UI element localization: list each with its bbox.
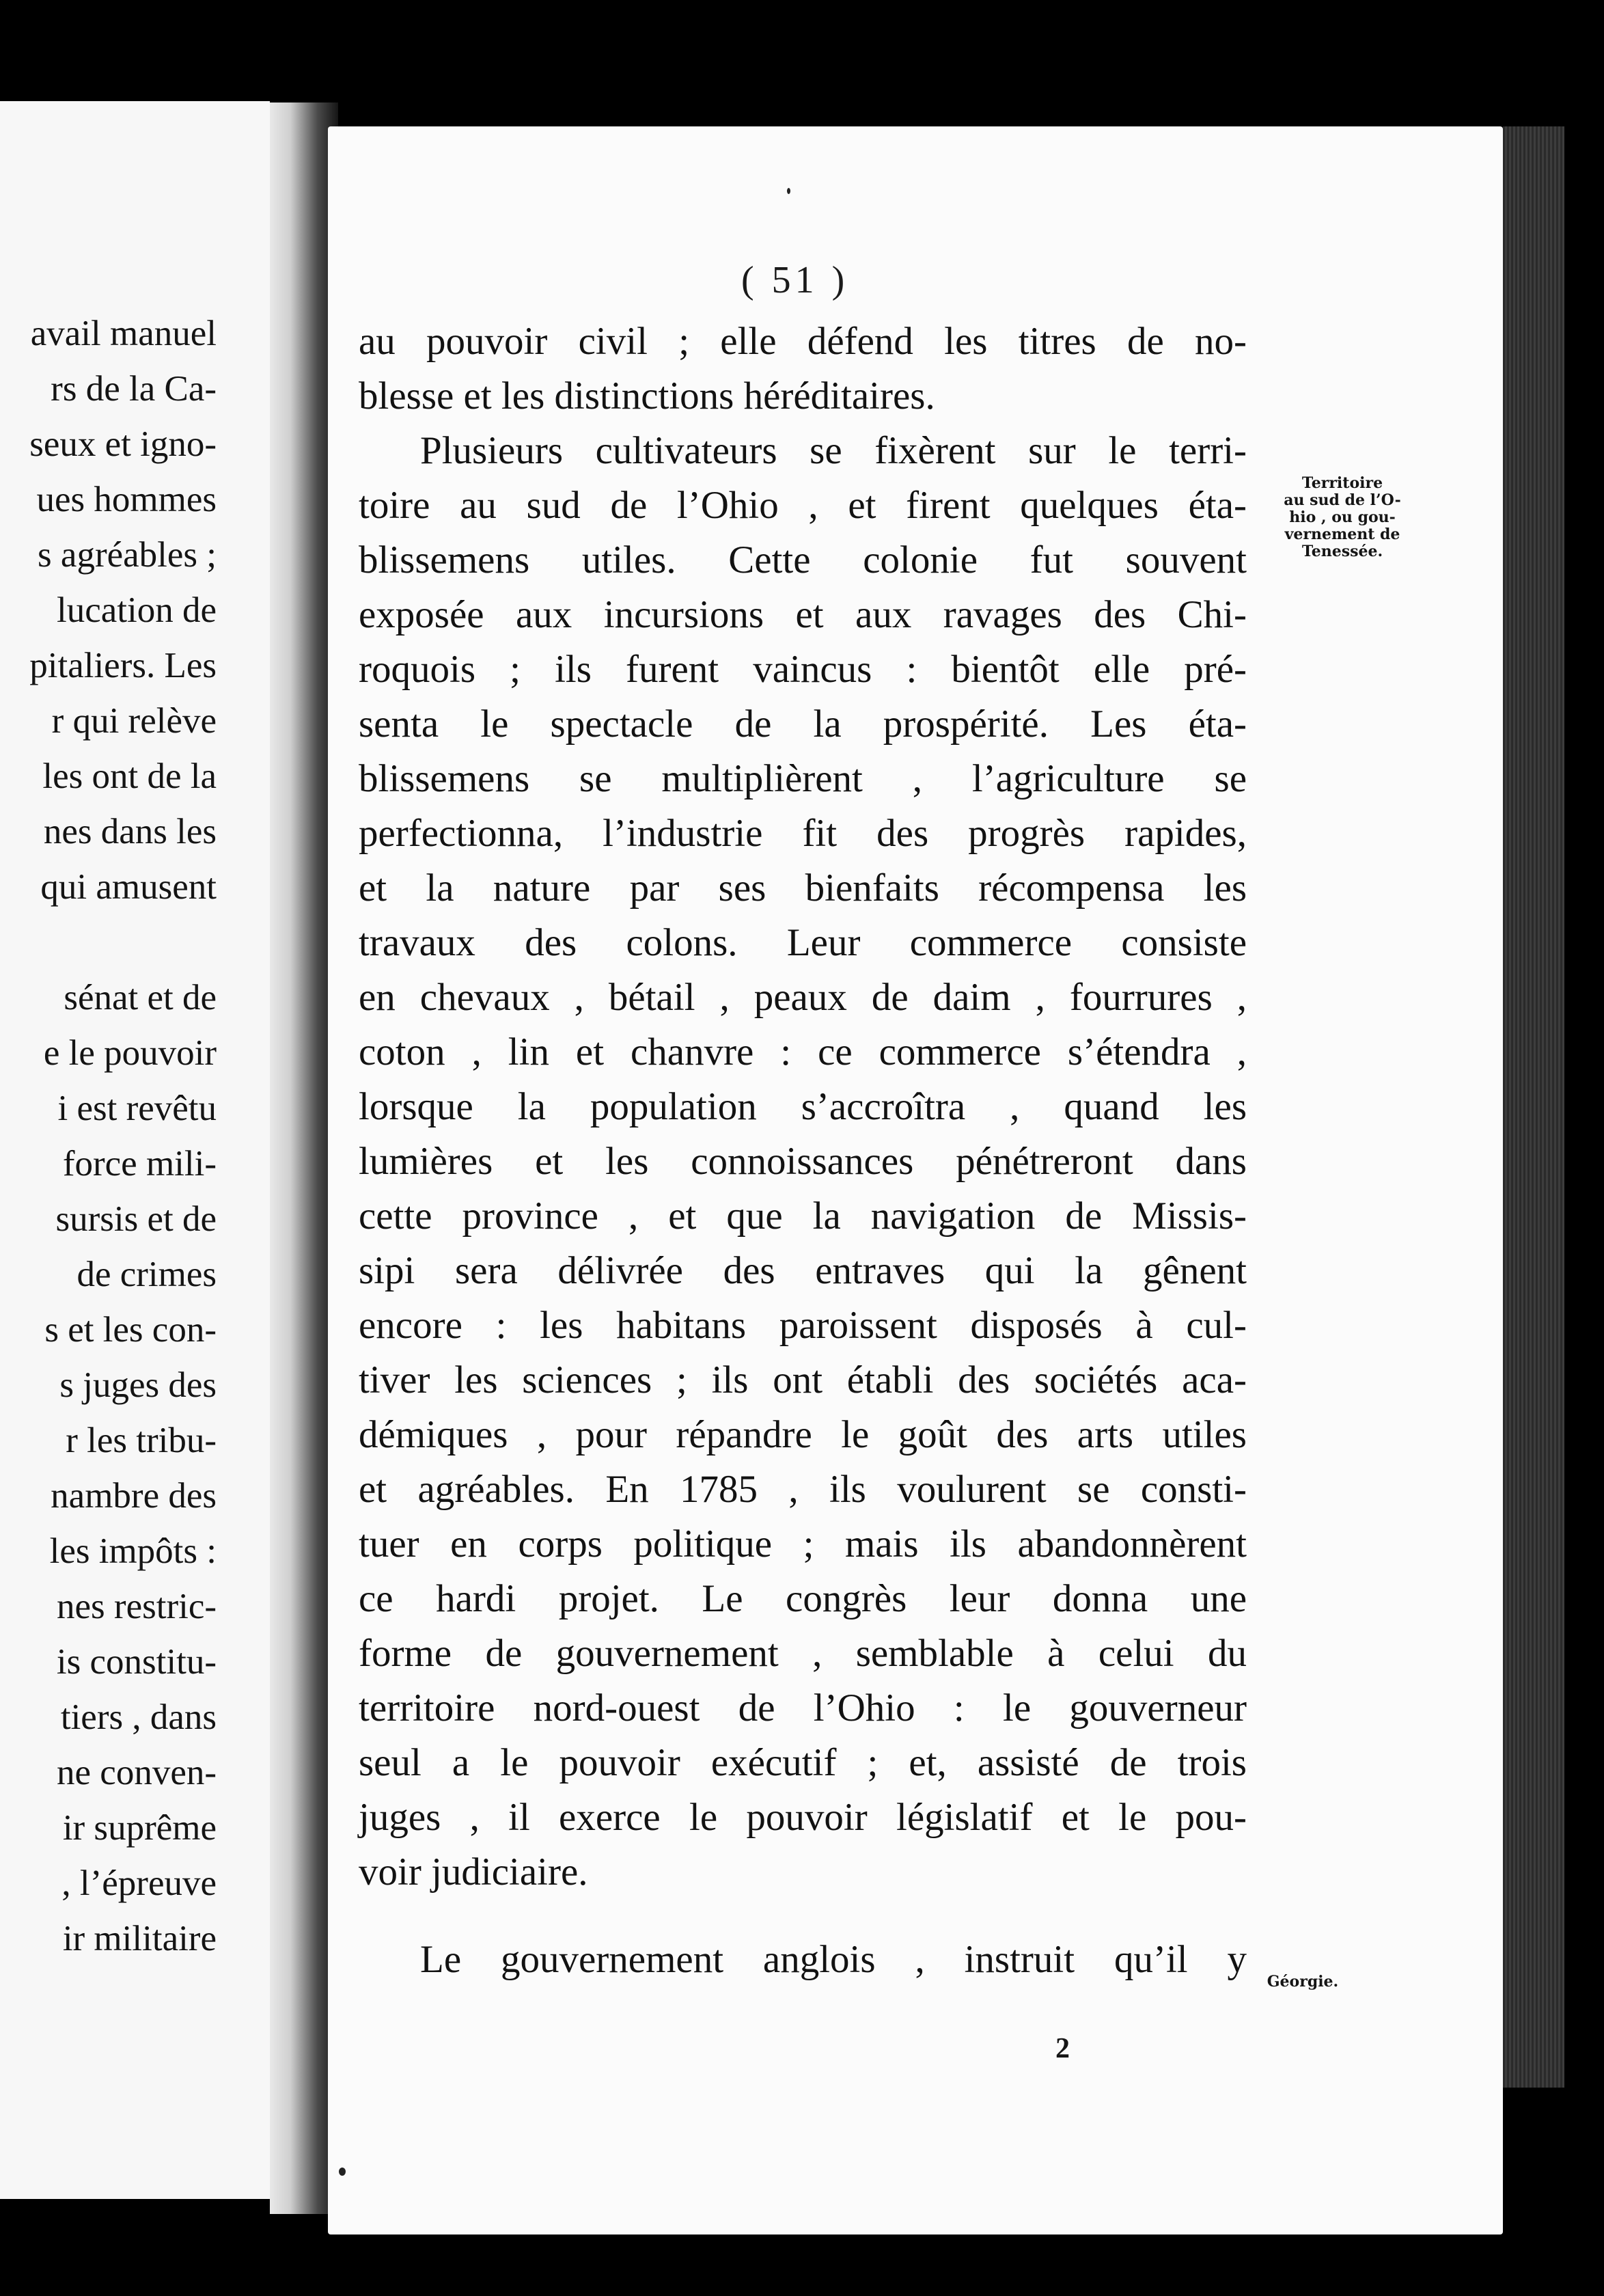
margin-note-line: Tenessée.	[1301, 543, 1383, 560]
left-page-line: force mili-	[62, 1144, 217, 1184]
body-line: ce hardi projet. Le congrès leur donna une	[359, 1577, 1247, 1620]
body-line: démiques , pour répandre le goût des arts utiles	[359, 1413, 1247, 1456]
body-line: lumières et les connoissances pénétreront dans	[359, 1140, 1247, 1183]
body-line: lorsque la population s’accroîtra , quand les	[359, 1085, 1247, 1128]
body-line: et la nature par ses bienfaits récompensa les	[359, 866, 1247, 910]
body-line: voir judiciaire.	[359, 1850, 588, 1894]
body-line: travaux des colons. Leur commerce consiste	[359, 921, 1247, 964]
left-page-line: sursis et de	[55, 1199, 217, 1239]
left-page-line: de crimes	[77, 1255, 217, 1294]
body-line: blissemens se multiplièrent , l’agriculture se	[359, 757, 1247, 800]
margin-note-georgie	[1252, 1973, 1354, 1991]
body-line: tiver les sciences ; ils ont établi des sociétés aca-	[359, 1358, 1247, 1402]
body-line: au pouvoir civil ; elle défend les titres de no-	[359, 320, 1247, 363]
margin-note-line: Territoire	[1301, 474, 1383, 492]
left-facing-page	[0, 101, 270, 2199]
body-line: senta le spectacle de la prospérité. Les éta-	[359, 702, 1247, 746]
body-line: Plusieurs cultivateurs se fixèrent sur le terri-	[420, 429, 1247, 472]
left-page-line: les impôts :	[49, 1531, 217, 1571]
ink-speck	[787, 188, 790, 194]
body-line: roquois ; ils furent vaincus : bientôt elle pré-	[359, 648, 1247, 691]
left-page-line: ne conven-	[57, 1753, 217, 1792]
page-number-header: ( 51 )	[741, 259, 849, 301]
body-line: seul a le pouvoir exécutif ; et, assisté de trois	[359, 1741, 1247, 1784]
body-line: blissemens utiles. Cette colonie fut souvent	[359, 538, 1247, 582]
body-line: coton , lin et chanvre : ce commerce s’étendra ,	[359, 1030, 1247, 1074]
margin-note-line: au sud de l’O-	[1284, 491, 1401, 509]
left-page-line: i est revêtu	[57, 1089, 217, 1128]
left-page-line: tiers , dans	[60, 1697, 217, 1737]
body-line: cette province , et que la navigation de Missis-	[359, 1194, 1247, 1238]
left-page-line: seux et igno-	[29, 424, 217, 464]
left-page-line: is constitu-	[56, 1642, 217, 1682]
left-page-line: qui amusent	[40, 867, 217, 907]
left-page-line: ues hommes	[36, 480, 217, 519]
body-line: forme de gouvernement , semblable à celui du	[359, 1632, 1247, 1675]
margin-note-line: Géorgie.	[1267, 1973, 1339, 1991]
left-page-line: ir suprême	[62, 1808, 217, 1848]
body-text	[359, 314, 1247, 1987]
left-page-line: rs de la Ca-	[51, 369, 217, 409]
body-line: encore : les habitans paroissent disposés à cul-	[359, 1304, 1247, 1347]
left-page-line: pitaliers. Les	[29, 646, 217, 685]
body-line: territoire nord-ouest de l’Ohio : le gouverneur	[359, 1686, 1247, 1730]
ink-speck	[339, 2168, 346, 2176]
left-page-line: r qui relève	[51, 701, 217, 741]
left-page-line: s agréables ;	[38, 535, 217, 575]
body-line: exposée aux incursions et aux ravages des Chi-	[359, 593, 1247, 636]
left-page-line: sénat et de	[64, 978, 217, 1017]
left-page-line: ir militaire	[62, 1919, 217, 1958]
body-line: blesse et les distinctions héréditaires.	[359, 374, 935, 418]
body-line: en chevaux , bétail , peaux de daim , fourrures ,	[359, 976, 1247, 1019]
left-page-line: , l’épreuve	[61, 1863, 217, 1903]
left-page-line	[0, 915, 217, 970]
left-page-line: r les tribu-	[66, 1421, 217, 1460]
left-page-line: lucation de	[57, 590, 217, 630]
left-page-line: nes dans les	[43, 812, 217, 851]
left-page-line: e le pouvoir	[43, 1033, 217, 1073]
body-line: Le gouvernement anglois , instruit qu’il y	[420, 1938, 1247, 1981]
page-edge	[1503, 126, 1564, 2088]
left-page-line: s et les con-	[44, 1310, 217, 1350]
left-page-line: s juges des	[59, 1365, 217, 1405]
left-page-line: nes restric-	[57, 1587, 217, 1626]
margin-note-line: hio , ou gou-	[1289, 508, 1396, 526]
body-line: juges , il exerce le pouvoir législatif et le pou-	[359, 1796, 1247, 1839]
body-line: tuer en corps politique ; mais ils abandonnèrent	[359, 1522, 1247, 1566]
body-line: toire au sud de l’Ohio , et firent quelques éta-	[359, 484, 1247, 527]
margin-note-tenessee	[1250, 475, 1435, 560]
body-line: perfectionna, l’industrie fit des progrès rapides,	[359, 812, 1247, 855]
signature-mark: 2	[1055, 2033, 1070, 2064]
margin-note-line: vernement de	[1284, 525, 1400, 543]
left-page-line: nambre des	[51, 1476, 217, 1516]
left-page-text	[0, 306, 217, 1967]
body-line: et agréables. En 1785 , ils voulurent se consti-	[359, 1468, 1247, 1511]
left-page-line: les ont de la	[42, 756, 217, 796]
body-line: sipi sera délivrée des entraves qui la gênent	[359, 1249, 1247, 1292]
left-page-line: avail manuel	[30, 314, 217, 353]
